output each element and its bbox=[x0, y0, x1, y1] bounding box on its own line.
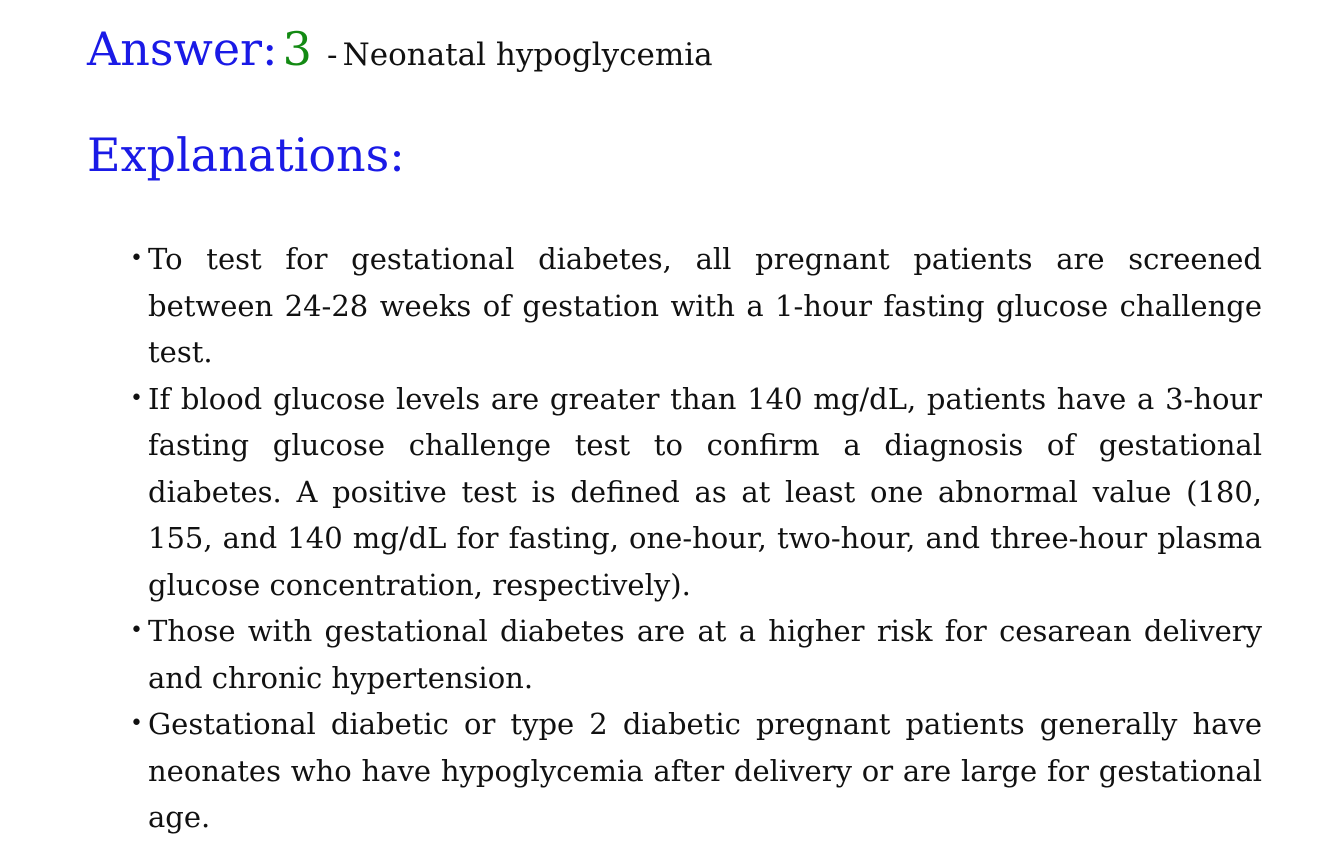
bullet-icon: • bbox=[130, 711, 143, 736]
answer-separator: - bbox=[327, 37, 338, 73]
answer-label: Answer: bbox=[87, 22, 278, 76]
answer-line bbox=[87, 22, 713, 76]
list-item-text: Those with gestational diabetes are at a higher risk for cesarean delivery and chronic hypertension. bbox=[148, 614, 1262, 695]
bullet-icon: • bbox=[130, 618, 143, 643]
list-item bbox=[130, 701, 1262, 841]
bullet-icon: • bbox=[130, 246, 143, 271]
list-item-text: Gestational diabetic or type 2 diabetic pregnant patients generally have neonates who have hypoglycemia after delivery or are large for gestational age. bbox=[148, 707, 1262, 834]
list-item bbox=[130, 236, 1262, 376]
answer-number: 3 bbox=[282, 22, 312, 76]
bullet-icon: • bbox=[130, 385, 143, 411]
explanations-list bbox=[130, 236, 1262, 841]
answer-text: Neonatal hypoglycemia bbox=[342, 37, 713, 73]
list-item bbox=[130, 608, 1262, 701]
list-item-text: To test for gestational diabetes, all pregnant patients are screened between 24-28 weeks of gestation with a 1-hour fasting glucose challenge test. bbox=[148, 242, 1262, 369]
explanations-heading: Explanations: bbox=[87, 128, 405, 182]
list-item-text: If blood glucose levels are greater than 140 mg/dL, patients have a 3-hour fasting glucose challenge test to confirm a diagnosis of gestational diabetes. A positive test is defined as at least one abnormal value (180, 155, and 140 mg/dL for fasting, one-hour, two-hour, and three-hour plasma glucose concentration, respectively). bbox=[148, 381, 1262, 602]
list-item bbox=[130, 376, 1262, 609]
